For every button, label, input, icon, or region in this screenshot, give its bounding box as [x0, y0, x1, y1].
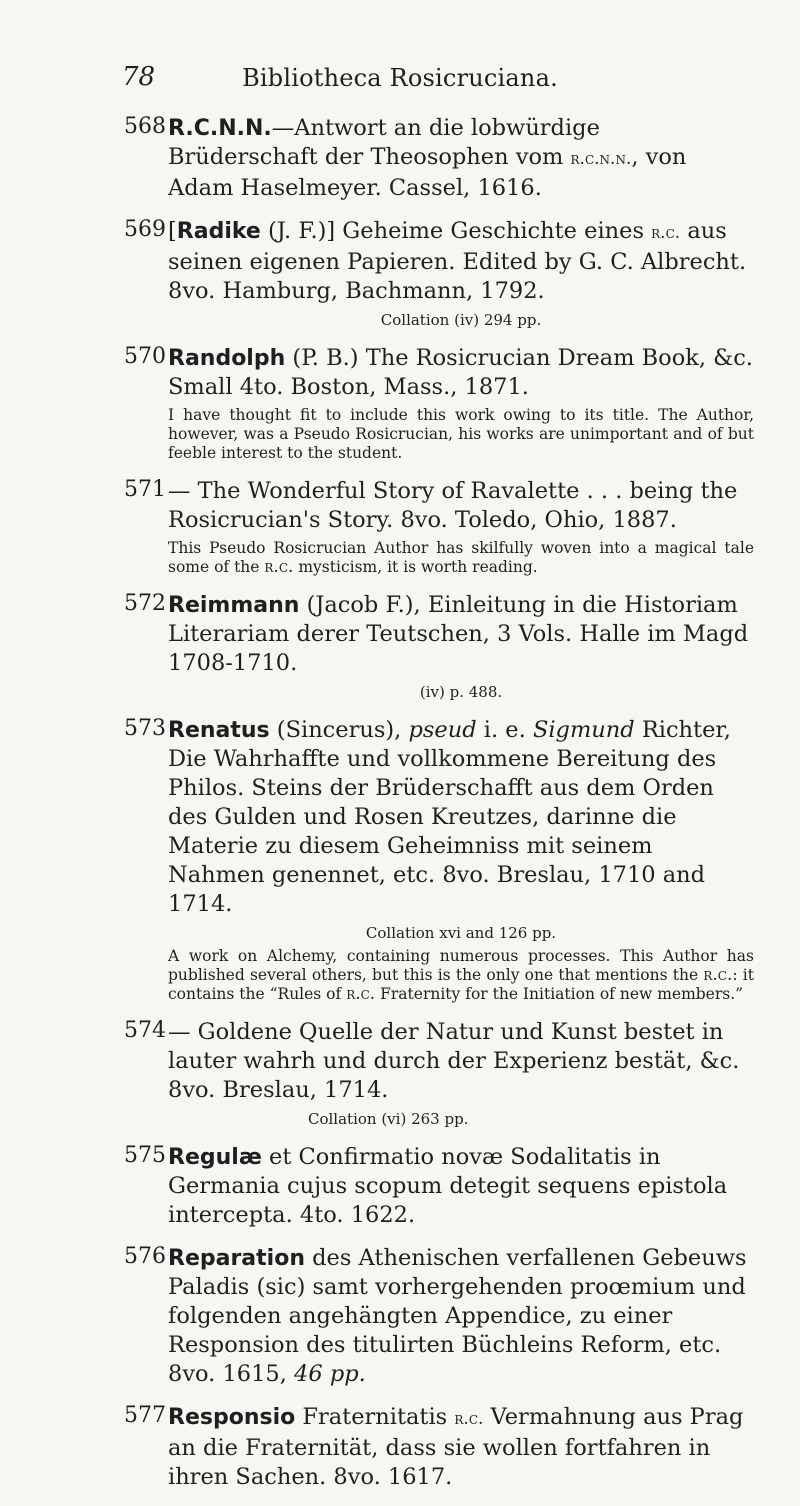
entry-573: [124, 716, 754, 1004]
page-number: 78: [122, 62, 156, 92]
entry-heading: Responsio: [168, 1405, 296, 1430]
collation: (iv) p. 488.: [419, 683, 503, 701]
entry-note: This Pseudo Rosicrucian Author has skilfully woven into a magical tale some of the r.c. mysticism, it is worth reading.: [168, 539, 754, 577]
entry-heading: Radike: [176, 219, 261, 244]
running-title: Bibliotheca Rosicruciana.: [242, 64, 558, 92]
entry-568: [124, 114, 754, 203]
running-head: [0, 62, 800, 96]
entry-heading: R.C.N.N.: [168, 116, 272, 141]
entry-number: 571: [124, 477, 166, 502]
collation: Collation (vi) 263 pp.: [308, 1110, 469, 1128]
entry-text: Randolph (P. B.) The Rosicrucian Dream Book, &c. Small 4to. Boston, Mass., 1871.: [168, 345, 753, 400]
entry-text: Responsio Fraternitatis r.c. Vermahnung aus Prag an die Fraternität, dass sie wollen fortfahren in ihren Sachen. 8vo. 1617.: [168, 1404, 744, 1490]
collation: Collation (iv) 294 pp.: [380, 311, 542, 329]
entry-576: [124, 1244, 754, 1389]
entry-number: 577: [124, 1403, 166, 1428]
entry-text: [Radike (J. F.)] Geheime Geschichte eines r.c. aus seinen eigenen Papieren. Edited by G. C. Albrecht. 8vo. Hamburg, Bachmann, 1792.: [168, 218, 747, 304]
entry-number: 576: [124, 1244, 166, 1269]
entry-list: [124, 114, 754, 1506]
entry-note: A work on Alchemy, containing numerous processes. This Author has published several others, but this is the only one that mentions the r.c.: it contains the “Rules of r.c. Fraternity for the Initiation of new members.”: [168, 947, 754, 1004]
entry-number: 575: [124, 1143, 166, 1168]
entry-number: 569: [124, 217, 166, 242]
entry-heading: Randolph: [168, 346, 286, 371]
entry-text: R.C.N.N.—Antwort an die lobwürdige Brüderschaft der Theosophen vom r.c.n.n., von Adam Haselmeyer. Cassel, 1616.: [168, 115, 687, 201]
entry-heading: Renatus: [168, 718, 270, 743]
entry-heading: Reparation: [168, 1246, 305, 1271]
entry-569: [124, 217, 754, 330]
entry-text: Reparation des Athenischen verfallenen Gebeuws Paladis (sic) samt vorhergehenden proœmium und folgenden angehängten Appendice, zu einer Responsion des titulirten Büchleins Reform, etc. 8vo. 1615, 46 pp.: [168, 1245, 747, 1387]
entry-text: — The Wonderful Story of Ravalette . . . being the Rosicrucian's Story. 8vo. Toledo, Ohio, 1887.: [168, 478, 738, 533]
entry-note: I have thought fit to include this work owing to its title. The Author, however, was a Pseudo Rosicrucian, his works are unimportant and of but feeble interest to the student.: [168, 406, 754, 462]
entry-text: — Goldene Quelle der Natur und Kunst bestet in lauter wahrh und durch der Experienz bestät, &c. 8vo. Breslau, 1714.: [168, 1019, 740, 1103]
collation: Collation xvi and 126 pp.: [365, 924, 557, 942]
entry-heading: Reimmann: [168, 593, 300, 618]
entry-577: [124, 1403, 754, 1492]
entry-heading: Regulæ: [168, 1145, 262, 1170]
entry-number: 574: [124, 1018, 166, 1043]
entry-text: Renatus (Sincerus), pseud i. e. Sigmund Richter, Die Wahrhaffte und vollkommene Bereitung des Philos. Steins der Brüderschafft aus dem Orden des Gulden und Rosen Kreutzes, darinne die Materie zu diesem Geheimniss mit seinem Nahmen genennet, etc. 8vo. Breslau, 1710 and 1714.: [168, 717, 731, 917]
entry-571: [124, 477, 754, 577]
entry-574: [124, 1018, 754, 1129]
entry-number: 573: [124, 716, 166, 741]
entry-number: 572: [124, 591, 166, 616]
entry-575: [124, 1143, 754, 1230]
entry-text: Reimmann (Jacob F.), Einleitung in die Historiam Literariam derer Teutschen, 3 Vols. Halle im Magd 1708-1710.: [168, 592, 749, 676]
entry-572: [124, 591, 754, 702]
entry-number: 570: [124, 344, 166, 369]
entry-text: Regulæ et Confirmatio novæ Sodalitatis in Germania cujus scopum detegit sequens epistola intercepta. 4to. 1622.: [168, 1144, 728, 1228]
entry-570: [124, 344, 754, 463]
entry-number: 568: [124, 114, 166, 139]
